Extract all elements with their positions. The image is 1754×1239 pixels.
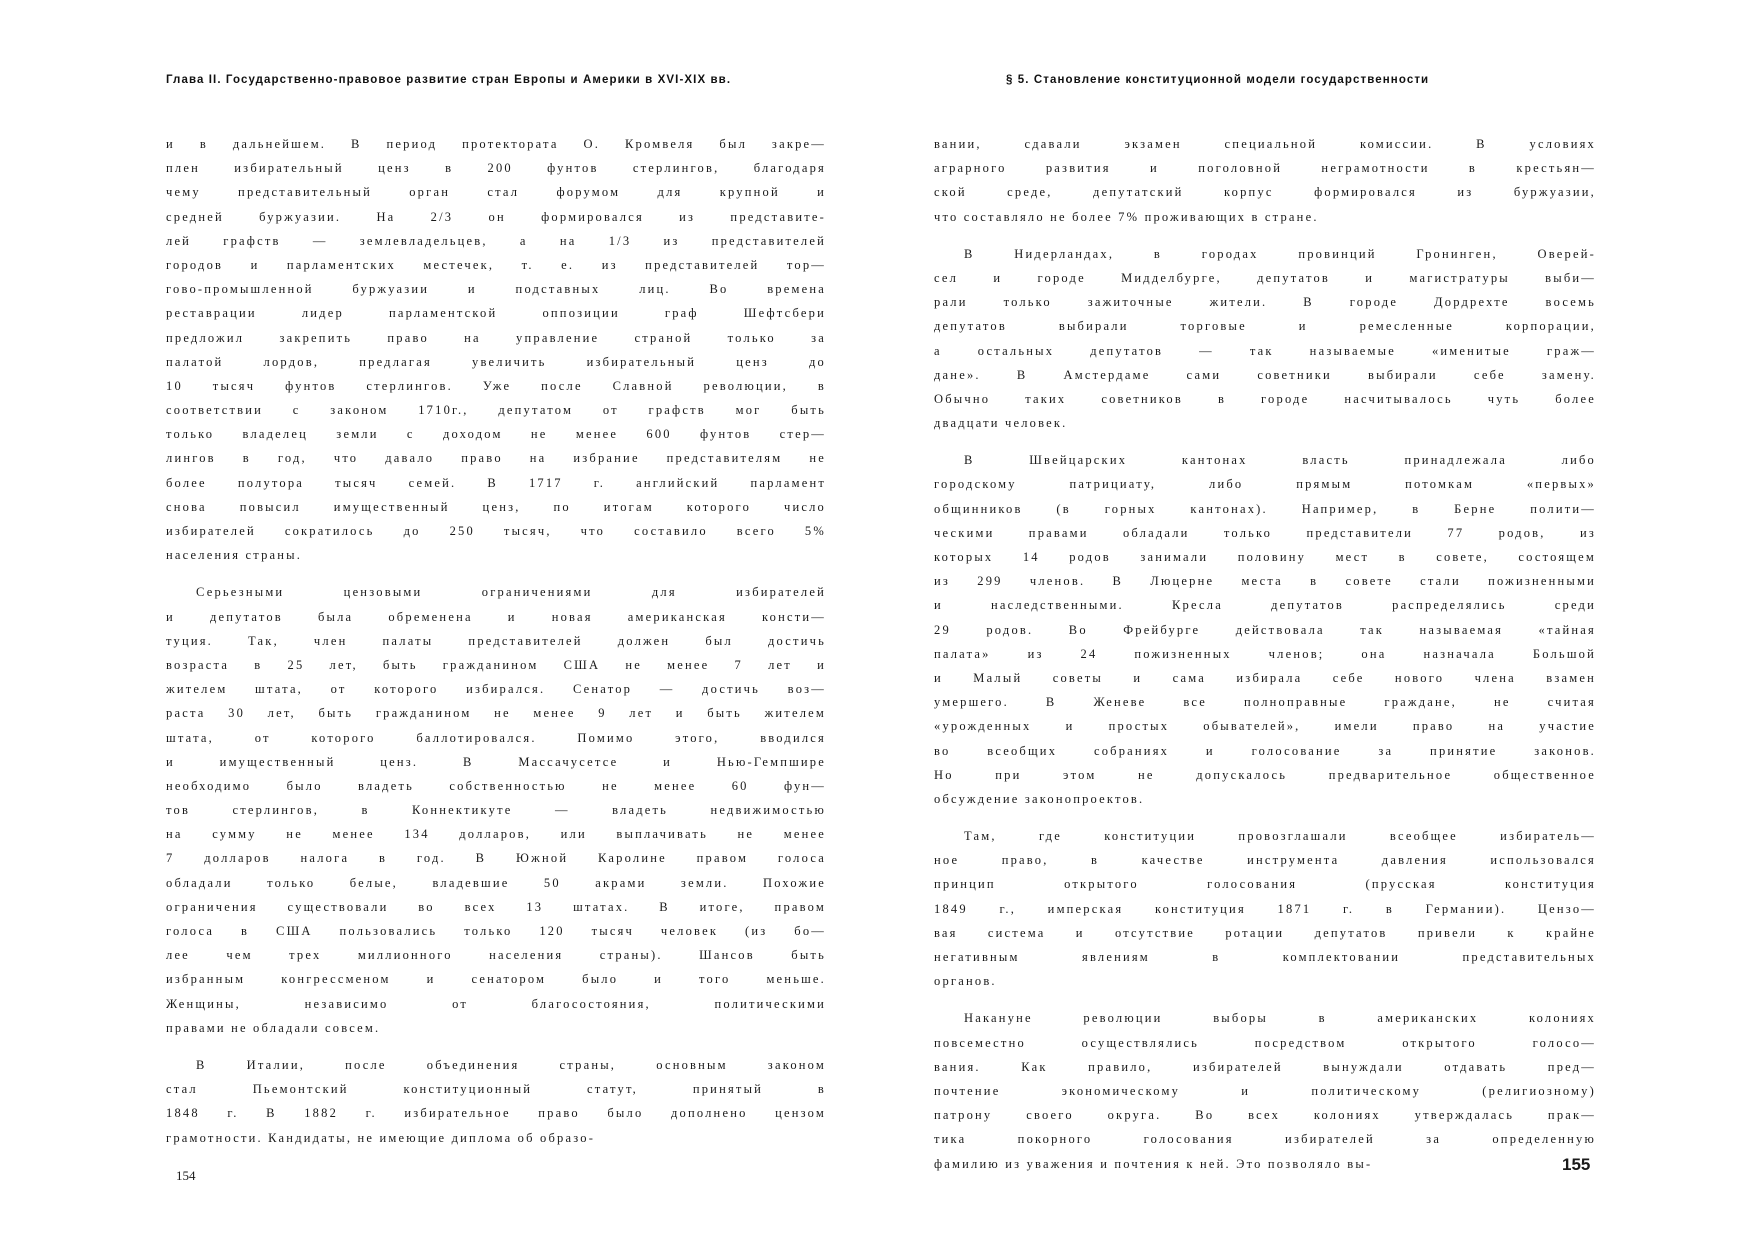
- text-line: штата, от которого баллотировался. Помимо этого, вводился: [166, 730, 826, 745]
- paragraph: [934, 448, 1596, 811]
- text-line: почтение экономическому и политическому (религиозному): [934, 1083, 1596, 1098]
- text-line: рали только зажиточные жители. В городе Дордрехте восемь: [934, 295, 1596, 310]
- right-page: [877, 0, 1754, 1239]
- text-line: палата» из 24 пожизненных членов; она назначала Большой: [934, 646, 1596, 661]
- text-line: голоса в США пользовались только 120 тысяч человек (из бо—: [166, 924, 826, 938]
- text-line: палатой лордов, предлагая увеличить избирательный ценз до: [166, 354, 826, 369]
- text-line: 29 родов. Во Фрейбурге действовала так называемая «тайная: [934, 622, 1596, 637]
- text-line: Серьезными цензовыми ограничениями для избирателей: [196, 585, 826, 600]
- text-line: а остальных депутатов — так называемые «именитые граж—: [934, 343, 1596, 358]
- text-line: избранным конгрессменом и сенатором было и того меньше.: [166, 972, 826, 987]
- text-line: избирателей сократилось до 250 тысяч, что составило всего 5%: [166, 524, 826, 538]
- text-line: которых 14 родов занимали половину мест в совете, состоящем: [934, 550, 1596, 564]
- text-line: лей графств — землевладельцев, а на 1/3 из представителей: [166, 233, 826, 248]
- text-line: более полутора тысяч семей. В 1717 г. английский парламент: [166, 475, 826, 490]
- paragraph: [934, 242, 1596, 436]
- text-line: Женщины, независимо от благосостояния, политическими: [166, 996, 826, 1011]
- left-body-text: [166, 132, 826, 1150]
- text-line: вания. Как правило, избирателей вынуждали отдавать пред—: [934, 1059, 1596, 1074]
- text-line: двадцати человек.: [934, 416, 1068, 431]
- paragraph-gap: [934, 229, 1596, 242]
- paragraph-gap: [934, 435, 1596, 448]
- right-body-text: [934, 132, 1596, 1176]
- text-line: 7 долларов налога в год. В Южной Каролине правом голоса: [166, 851, 826, 866]
- text-line: и имущественный ценз. В Массачусетсе и Нью-Гемпшире: [166, 754, 826, 769]
- text-line: патрону своего округа. Во всех колониях утверждалась прак—: [934, 1108, 1596, 1123]
- text-line: плен избирательный ценз в 200 фунтов стерлингов, благодаря: [166, 161, 826, 176]
- text-line: повсеместно осуществлялись посредством открытого голосо—: [934, 1035, 1596, 1050]
- text-line: гово-промышленной буржуазии и подставных лиц. Во времена: [166, 282, 826, 297]
- text-line: обсуждение законопроектов.: [934, 791, 1145, 806]
- text-line: стал Пьемонтский конституционный статут, принятый в: [166, 1082, 826, 1097]
- text-line: обладали только белые, владевшие 50 акрами земли. Похожие: [166, 875, 826, 890]
- paragraph: [934, 1006, 1596, 1175]
- text-line: В Швейцарских кантонах власть принадлежала либо: [964, 453, 1596, 468]
- text-line: городов и парламентских местечек, т. е. из представителей тор—: [166, 257, 826, 272]
- paragraph-gap: [166, 567, 826, 580]
- text-line: органов.: [934, 974, 997, 989]
- text-line: жителем штата, от которого избирался. Сенатор — достичь воз—: [166, 682, 826, 697]
- text-line: реставрации лидер парламентской оппозиции граф Шефтсбери: [166, 306, 826, 321]
- text-line: средней буржуазии. На 2/3 он формировался из представите-: [166, 209, 826, 224]
- text-line: на сумму не менее 134 долларов, или выплачивать не менее: [166, 827, 826, 842]
- text-line: возраста в 25 лет, быть гражданином США не менее 7 лет и: [166, 657, 826, 672]
- text-line: необходимо было владеть собственностью не менее 60 фун—: [166, 778, 826, 793]
- text-line: В Италии, после объединения страны, основным законом: [196, 1057, 826, 1072]
- paragraph-gap: [934, 993, 1596, 1006]
- text-line: и наследственными. Кресла депутатов распределялись среди: [934, 598, 1596, 613]
- text-line: вая система и отсутствие ротации депутатов привели к крайне: [934, 925, 1596, 940]
- text-line: и депутатов была обременена и новая американская консти—: [166, 609, 826, 624]
- text-line: Накануне революции выборы в американских колониях: [964, 1011, 1596, 1026]
- text-line: и Малый советы и сама избирала себе нового члена взамен: [934, 670, 1596, 685]
- text-line: ческими правами обладали только представители 77 родов, из: [934, 525, 1596, 540]
- text-line: тика покорного голосования избирателей за определенную: [934, 1132, 1596, 1147]
- text-line: ограничения существовали во всех 13 штатах. В итоге, правом: [166, 899, 826, 914]
- text-line: тов стерлингов, в Коннектикуте — владеть недвижимостью: [166, 803, 826, 818]
- text-line: 10 тысяч фунтов стерлингов. Уже после Славной революции, в: [166, 378, 826, 393]
- right-page-number: 155: [1562, 1155, 1591, 1174]
- text-line: фамилию из уважения и почтения к ней. Это позволяло вы-: [934, 1156, 1373, 1171]
- paragraph: [166, 1053, 826, 1150]
- paragraph-gap: [166, 1040, 826, 1053]
- text-line: «урожденных и простых обывателей», имели право на участие: [934, 719, 1596, 734]
- left-page-number: 154: [176, 1168, 196, 1183]
- text-line: во всеобщих собраниях и голосование за принятие законов.: [934, 743, 1596, 758]
- text-line: городскому патрициату, либо прямым потомкам «первых»: [934, 477, 1596, 492]
- text-line: снова повысил имущественный ценз, по итогам которого число: [166, 499, 826, 514]
- text-line: что составляло не более 7% проживающих в стране.: [934, 209, 1319, 224]
- text-line: дане». В Амстердаме сами советники выбирали себе замену.: [934, 367, 1596, 382]
- text-line: из 299 членов. В Люцерне места в совете стали пожизненными: [934, 574, 1596, 589]
- left-running-head: Глава II. Государственно-правовое развитие стран Европы и Америки в XVI-XIX вв.: [166, 74, 732, 86]
- paragraph: [934, 132, 1596, 229]
- text-line: умершего. В Женеве все полноправные граждане, не считая: [934, 695, 1596, 710]
- paragraph-gap: [934, 811, 1596, 824]
- text-line: Но при этом не допускалось предварительное общественное: [934, 767, 1596, 782]
- text-line: принцип открытого голосования (прусская конституция: [934, 877, 1596, 892]
- text-line: чему представительный орган стал форумом для крупной и: [166, 185, 826, 200]
- text-line: соответствии с законом 1710г., депутатом от графств мог быть: [166, 403, 826, 418]
- text-line: лее чем трех миллионного населения страны). Шансов быть: [166, 948, 826, 963]
- text-line: Там, где конституции провозглашали всеобщее избиратель—: [964, 829, 1596, 844]
- text-line: раста 30 лет, быть гражданином не менее 9 лет и быть жителем: [166, 706, 826, 721]
- text-line: только владелец земли с доходом не менее 600 фунтов стер—: [166, 427, 826, 442]
- text-line: негативным явлениям в комплектовании представительных: [934, 950, 1596, 964]
- paragraph: [934, 824, 1596, 993]
- text-line: 1849 г., имперская конституция 1871 г. в Германии). Цензо—: [934, 901, 1596, 916]
- paragraph: [166, 580, 826, 1040]
- text-line: ное право, в качестве инструмента давления использовался: [934, 853, 1596, 868]
- text-line: населения страны.: [166, 548, 303, 563]
- text-line: туция. Так, член палаты представителей должен был достичь: [166, 633, 826, 648]
- text-line: правами не обладали совсем.: [166, 1020, 381, 1035]
- text-line: предложил закрепить право на управление страной только за: [166, 330, 826, 345]
- text-line: аграрного развития и поголовной неграмотности в крестьян—: [934, 161, 1596, 176]
- text-line: В Нидерландах, в городах провинций Гронинген, Оверей-: [964, 246, 1596, 261]
- paragraph: [166, 132, 826, 567]
- text-line: общинников (в горных кантонах). Например, в Берне полити—: [934, 501, 1596, 516]
- text-line: и в дальнейшем. В период протектората О. Кромвеля был закре—: [166, 137, 826, 151]
- text-line: грамотности. Кандидаты, не имеющие диплома об образо-: [166, 1130, 596, 1145]
- text-line: вании, сдавали экзамен специальной комиссии. В условиях: [934, 137, 1596, 151]
- text-line: лингов в год, что давало право на избрание представителям не: [166, 451, 826, 466]
- text-line: депутатов выбирали торговые и ремесленные корпорации,: [934, 319, 1596, 334]
- text-line: Обычно таких советников в городе насчитывалось чуть более: [934, 391, 1596, 406]
- text-line: ской среде, депутатский корпус формировался из буржуазии,: [934, 185, 1596, 200]
- right-running-head: § 5. Становление конституционной модели государственности: [1006, 74, 1430, 86]
- text-line: 1848 г. В 1882 г. избирательное право было дополнено цензом: [166, 1106, 826, 1121]
- text-line: сел и городе Мидделбурге, депутатов и магистратуры выби—: [934, 270, 1596, 285]
